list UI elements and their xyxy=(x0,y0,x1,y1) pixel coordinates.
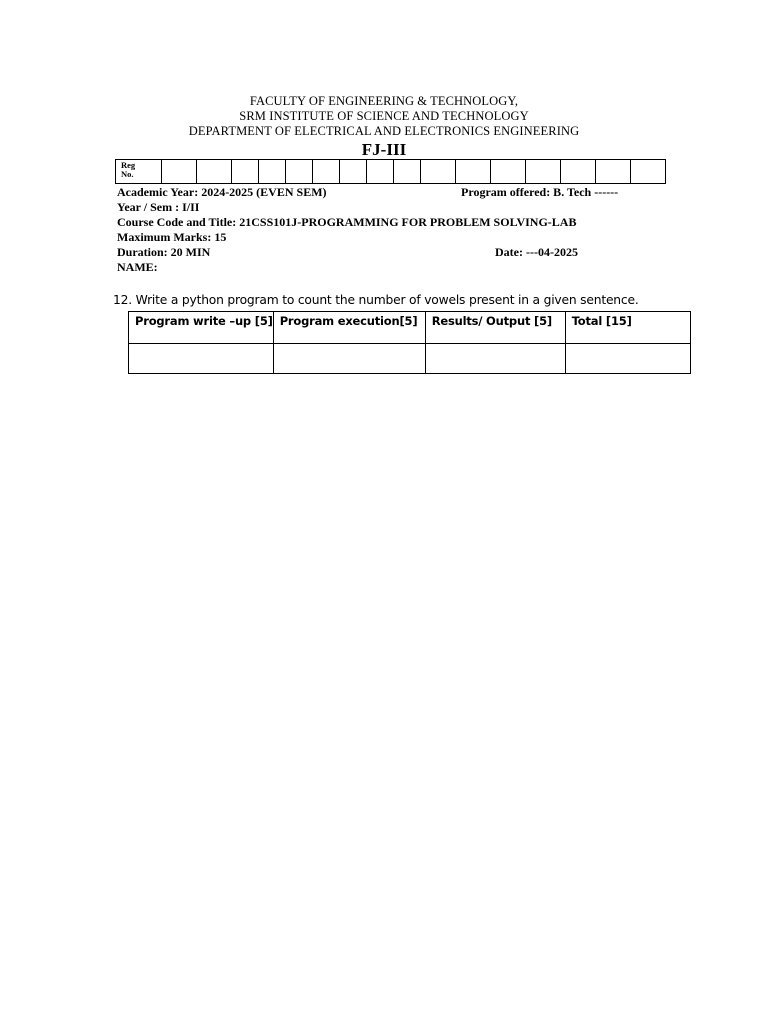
reg-digit-box[interactable] xyxy=(394,160,421,184)
reg-digit-box[interactable] xyxy=(367,160,394,184)
program-offered: Program offered: B. Tech ------ xyxy=(461,185,619,199)
exam-date: Date: ---04-2025 xyxy=(495,245,578,259)
academic-year: Academic Year: 2024-2025 (EVEN SEM) xyxy=(117,185,327,199)
course-code-title: Course Code and Title: 21CSS101J-PROGRAMMING FOR PROBLEM SOLVING-LAB xyxy=(117,215,577,229)
student-name-label: NAME: xyxy=(117,260,158,274)
reg-digit-box[interactable] xyxy=(259,160,286,184)
faculty-heading: FACULTY OF ENGINEERING & TECHNOLOGY, xyxy=(249,94,519,108)
reg-digit-box[interactable] xyxy=(421,160,456,184)
exam-code-title: FJ-III xyxy=(361,140,407,159)
reg-digit-box[interactable] xyxy=(526,160,561,184)
maximum-marks: Maximum Marks: 15 xyxy=(117,230,227,244)
marks-table xyxy=(128,311,691,374)
reg-digit-box[interactable] xyxy=(631,160,666,184)
reg-number-label xyxy=(116,160,162,184)
marks-header-output: Results/ Output [5] xyxy=(425,312,565,344)
reg-digit-box[interactable] xyxy=(286,160,313,184)
marks-table-entry-row xyxy=(129,344,691,374)
reg-label-line2: No. xyxy=(121,169,134,179)
reg-digit-box[interactable] xyxy=(162,160,197,184)
department-heading: DEPARTMENT OF ELECTRICAL AND ELECTRONICS ENGINEERING xyxy=(188,124,580,138)
marks-cell-total[interactable] xyxy=(565,344,690,374)
marks-header-total: Total [15] xyxy=(565,312,690,344)
marks-cell-execution[interactable] xyxy=(273,344,425,374)
duration: Duration: 20 MIN xyxy=(117,245,211,259)
reg-number-grid xyxy=(115,159,666,184)
marks-header-execution: Program execution[5] xyxy=(273,312,425,344)
marks-table-header-row xyxy=(129,312,691,344)
reg-digit-box[interactable] xyxy=(561,160,596,184)
reg-digit-box[interactable] xyxy=(232,160,259,184)
marks-cell-output[interactable] xyxy=(425,344,565,374)
reg-digit-box[interactable] xyxy=(313,160,340,184)
marks-cell-writeup[interactable] xyxy=(129,344,274,374)
year-sem: Year / Sem : I/II xyxy=(117,200,200,214)
reg-digit-box[interactable] xyxy=(596,160,631,184)
question-text: 12. Write a python program to count the number of vowels present in a given sentence. xyxy=(113,293,639,307)
institute-heading: SRM INSTITUTE OF SCIENCE AND TECHNOLOGY xyxy=(239,109,529,123)
marks-header-writeup: Program write –up [5] xyxy=(129,312,274,344)
reg-digit-box[interactable] xyxy=(197,160,232,184)
reg-digit-box[interactable] xyxy=(456,160,491,184)
reg-label-line1: Reg xyxy=(121,160,136,170)
reg-digit-box[interactable] xyxy=(491,160,526,184)
reg-digit-box[interactable] xyxy=(340,160,367,184)
